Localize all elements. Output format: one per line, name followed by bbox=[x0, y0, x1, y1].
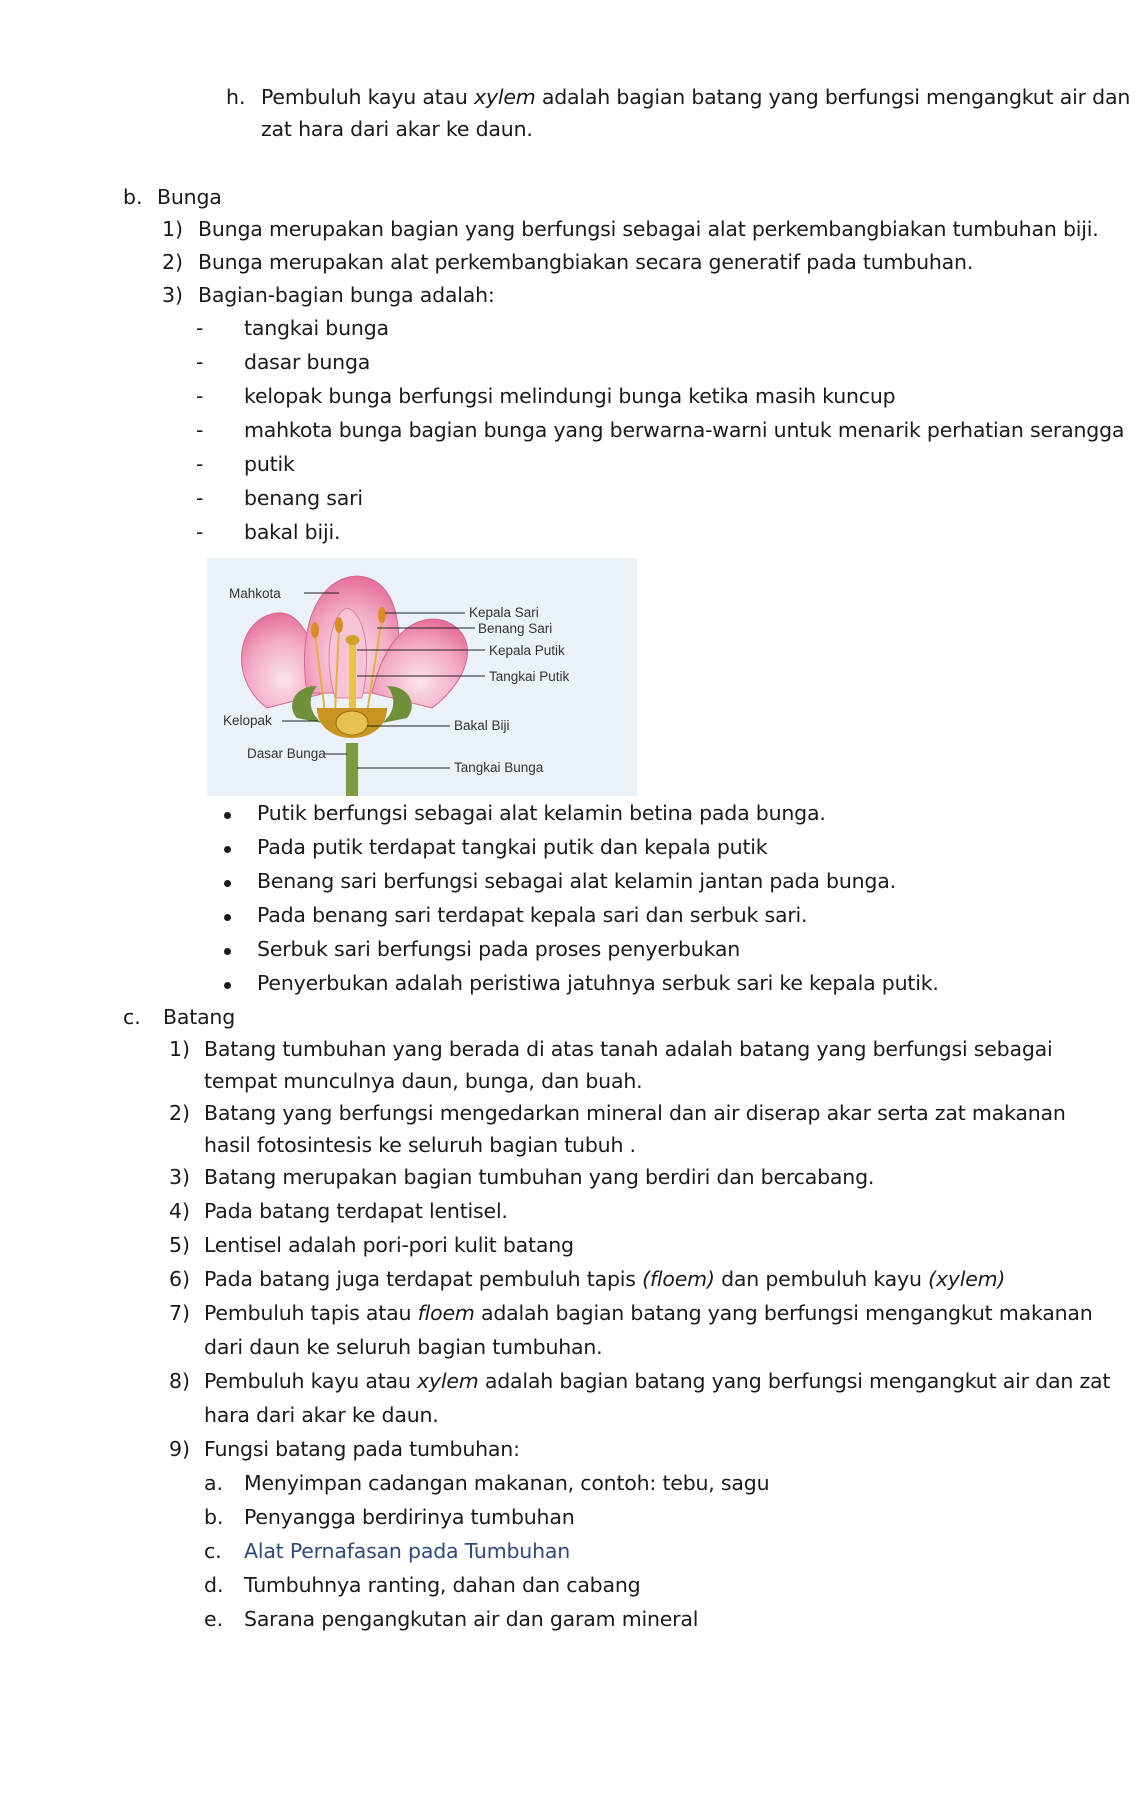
text-run: dan pembuluh kayu bbox=[714, 1267, 929, 1291]
dash-marker: - bbox=[196, 452, 204, 476]
label-tangkai-bunga: Tangkai Bunga bbox=[454, 760, 544, 775]
italic-term: (floem) bbox=[642, 1267, 715, 1291]
anther bbox=[378, 607, 386, 623]
style bbox=[349, 643, 356, 718]
list-item-line: dari daun ke seluruh bagian tumbuhan. bbox=[204, 1335, 603, 1359]
flower-part-item: putik bbox=[244, 452, 295, 476]
list-item: Batang merupakan bagian tumbuhan yang berdiri dan bercabang. bbox=[204, 1165, 875, 1189]
list-number: 4) bbox=[169, 1199, 191, 1223]
bullet-dot bbox=[224, 914, 231, 921]
section-marker: b. bbox=[123, 185, 143, 209]
italic-term: (xylem) bbox=[928, 1267, 1006, 1291]
dash-marker: - bbox=[196, 418, 204, 442]
italic-term: floem bbox=[417, 1301, 475, 1325]
label-kelopak: Kelopak bbox=[223, 713, 272, 728]
bullet-dot bbox=[224, 846, 231, 853]
list-letter: d. bbox=[204, 1573, 224, 1597]
dash-marker: - bbox=[196, 486, 204, 510]
list-item: Batang tumbuhan yang berada di atas tanah adalah batang yang berfungsi sebagai bbox=[204, 1037, 1053, 1061]
list-item: Bunga merupakan bagian yang berfungsi sebagai alat perkembangbiakan tumbuhan biji. bbox=[198, 217, 1099, 241]
bullet-item: Penyerbukan adalah peristiwa jatuhnya serbuk sari ke kepala putik. bbox=[257, 971, 939, 995]
list-item-line: hasil fotosintesis ke seluruh bagian tubuh . bbox=[204, 1133, 636, 1157]
list-item: Bunga merupakan alat perkembangbiakan secara generatif pada tumbuhan. bbox=[198, 250, 974, 274]
italic-term: xylem bbox=[417, 1369, 479, 1393]
list-number: 2) bbox=[169, 1101, 191, 1125]
text-run: Pembuluh kayu atau bbox=[204, 1369, 418, 1393]
flower-part-item: mahkota bunga bagian bunga yang berwarna-warni untuk menarik perhatian serangga bbox=[244, 418, 1125, 442]
bullet-dot bbox=[224, 812, 231, 819]
text-run: Pembuluh tapis atau bbox=[204, 1301, 418, 1325]
flower-part-item: kelopak bunga berfungsi melindungi bunga ketika masih kuncup bbox=[244, 384, 896, 408]
stigma bbox=[346, 635, 360, 645]
list-number: 3) bbox=[169, 1165, 191, 1189]
list-number: 5) bbox=[169, 1233, 191, 1257]
function-item: Penyangga berdirinya tumbuhan bbox=[244, 1505, 575, 1529]
list-letter: a. bbox=[204, 1471, 224, 1495]
list-number: 3) bbox=[162, 283, 184, 307]
label-bakal-biji: Bakal Biji bbox=[454, 718, 510, 733]
bullet-item: Pada benang sari terdapat kepala sari dan serbuk sari. bbox=[257, 903, 808, 927]
section-heading-batang: Batang bbox=[163, 1005, 236, 1029]
label-kepala-sari: Kepala Sari bbox=[469, 605, 539, 620]
flower-illustration bbox=[207, 558, 637, 796]
list-item: Pada batang terdapat lentisel. bbox=[204, 1199, 508, 1223]
function-item: Tumbuhnya ranting, dahan dan cabang bbox=[244, 1573, 641, 1597]
label-mahkota: Mahkota bbox=[229, 586, 281, 601]
list-item: Fungsi batang pada tumbuhan: bbox=[204, 1437, 520, 1461]
label-dasar-bunga: Dasar Bunga bbox=[247, 746, 326, 761]
list-item-line: tempat munculnya daun, bunga, dan buah. bbox=[204, 1069, 643, 1093]
label-tangkai-putik: Tangkai Putik bbox=[489, 669, 570, 684]
bullet-dot bbox=[224, 880, 231, 887]
list-number: 9) bbox=[169, 1437, 191, 1461]
list-letter: c. bbox=[204, 1539, 222, 1563]
dash-marker: - bbox=[196, 350, 204, 374]
bullet-dot bbox=[224, 948, 231, 955]
flower-part-item: dasar bunga bbox=[244, 350, 371, 374]
flower-diagram bbox=[207, 558, 637, 796]
text-run: Pada batang juga terdapat pembuluh tapis bbox=[204, 1267, 643, 1291]
function-item: Alat Pernafasan pada Tumbuhan bbox=[244, 1539, 571, 1563]
list-letter: b. bbox=[204, 1505, 224, 1529]
list-marker: h. bbox=[226, 85, 246, 109]
section-marker: c. bbox=[123, 1005, 141, 1029]
text-run: adalah bagian batang yang berfungsi mengangkut makanan bbox=[474, 1301, 1093, 1325]
list-number: 6) bbox=[169, 1267, 191, 1291]
text-run: Pembuluh kayu atau bbox=[261, 85, 475, 109]
bullet-dot bbox=[224, 982, 231, 989]
list-item-line: hara dari akar ke daun. bbox=[204, 1403, 439, 1427]
flower-part-item: tangkai bunga bbox=[244, 316, 389, 340]
flower-stalk bbox=[346, 743, 358, 796]
text-run: adalah bagian batang yang berfungsi mengangkut air dan zat bbox=[478, 1369, 1111, 1393]
list-item: Lentisel adalah pori-pori kulit batang bbox=[204, 1233, 574, 1257]
dash-marker: - bbox=[196, 384, 204, 408]
list-item bbox=[204, 1366, 1110, 1396]
list-number: 2) bbox=[162, 250, 184, 274]
dash-marker: - bbox=[196, 520, 204, 544]
dash-marker: - bbox=[196, 316, 204, 340]
flower-part-item: benang sari bbox=[244, 486, 363, 510]
list-number: 1) bbox=[162, 217, 184, 241]
anther bbox=[335, 617, 343, 633]
ovary bbox=[336, 711, 368, 735]
bullet-item: Serbuk sari berfungsi pada proses penyerbukan bbox=[257, 937, 741, 961]
bullet-item: Putik berfungsi sebagai alat kelamin betina pada bunga. bbox=[257, 801, 826, 825]
text-run: adalah bagian batang yang berfungsi mengangkut air dan bbox=[535, 85, 1131, 109]
list-number: 8) bbox=[169, 1369, 191, 1393]
list-item: Bagian-bagian bunga adalah: bbox=[198, 283, 495, 307]
function-item: Menyimpan cadangan makanan, contoh: tebu, sagu bbox=[244, 1471, 770, 1495]
list-item bbox=[204, 1264, 1005, 1294]
section-heading-bunga: Bunga bbox=[157, 185, 222, 209]
paragraph-item-h bbox=[261, 82, 1130, 112]
list-number: 1) bbox=[169, 1037, 191, 1061]
italic-term: xylem bbox=[474, 85, 536, 109]
bullet-item: Benang sari berfungsi sebagai alat kelamin jantan pada bunga. bbox=[257, 869, 896, 893]
function-item: Sarana pengangkutan air dan garam mineral bbox=[244, 1607, 699, 1631]
label-kepala-putik: Kepala Putik bbox=[489, 643, 565, 658]
list-item bbox=[204, 1298, 1093, 1328]
anther bbox=[311, 622, 319, 638]
bullet-item: Pada putik terdapat tangkai putik dan kepala putik bbox=[257, 835, 768, 859]
paragraph-line: zat hara dari akar ke daun. bbox=[261, 117, 533, 141]
label-benang-sari: Benang Sari bbox=[478, 621, 553, 636]
list-number: 7) bbox=[169, 1301, 191, 1325]
list-letter: e. bbox=[204, 1607, 224, 1631]
flower-part-item: bakal biji. bbox=[244, 520, 341, 544]
list-item: Batang yang berfungsi mengedarkan mineral dan air diserap akar serta zat makanan bbox=[204, 1101, 1066, 1125]
